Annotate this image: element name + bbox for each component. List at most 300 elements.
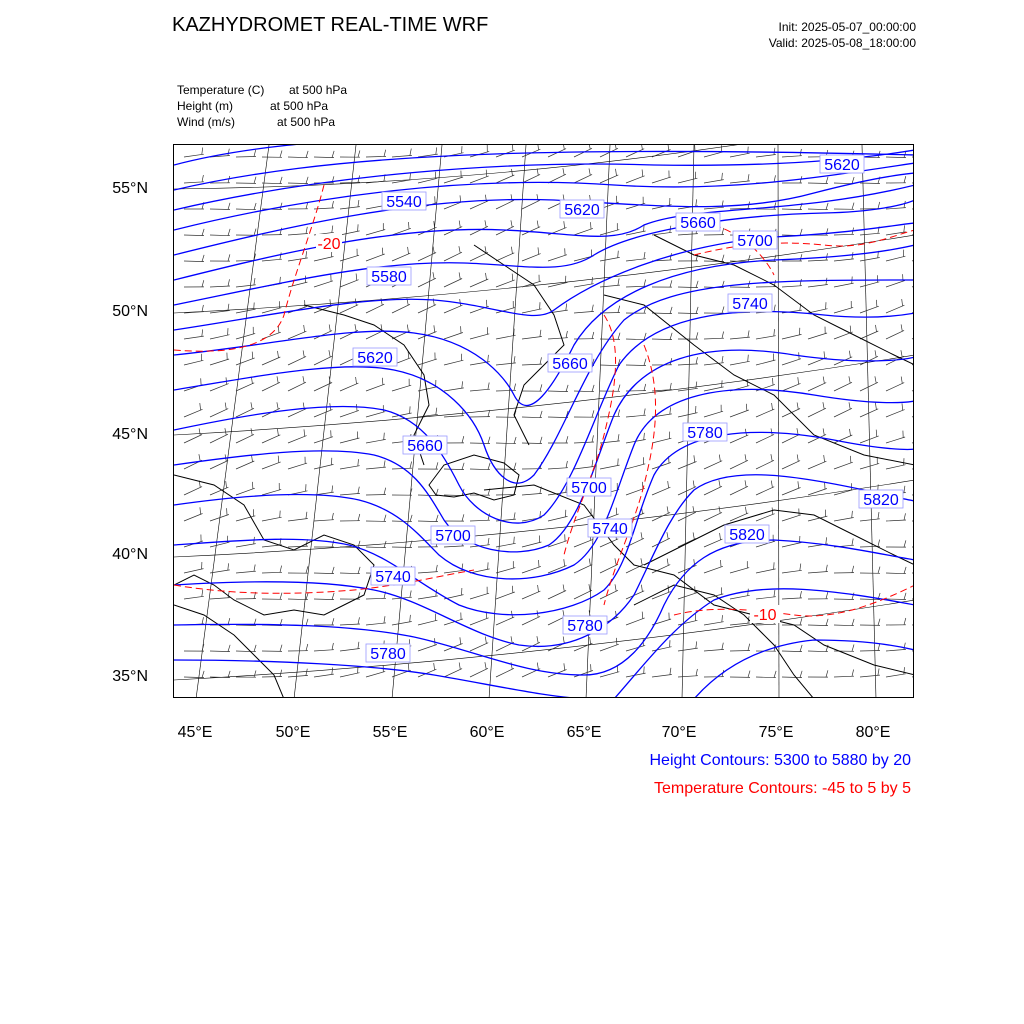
wind-barb bbox=[340, 567, 360, 574]
field-wind: Wind (m/s) at 500 hPa bbox=[177, 115, 336, 129]
wind-barb bbox=[314, 618, 334, 625]
wind-barb bbox=[392, 149, 412, 157]
wind-barb bbox=[574, 168, 592, 183]
wind-barb bbox=[574, 145, 592, 157]
wind-barb bbox=[860, 644, 880, 651]
wind-barb bbox=[314, 593, 334, 600]
wind-barb bbox=[418, 172, 437, 183]
wind-barb bbox=[808, 402, 826, 417]
wind-barb bbox=[444, 354, 463, 365]
wind-barb bbox=[522, 560, 541, 573]
height-label bbox=[371, 567, 415, 586]
wind-barb bbox=[678, 406, 698, 417]
wind-barb bbox=[652, 171, 671, 184]
wind-barb bbox=[184, 428, 202, 443]
wind-barb bbox=[262, 456, 281, 469]
wind-barb bbox=[860, 275, 879, 287]
wind-barb bbox=[730, 174, 750, 183]
wind-barb bbox=[860, 376, 878, 391]
wind-barb bbox=[834, 203, 854, 210]
wind-barb bbox=[860, 567, 880, 574]
wind-barb bbox=[210, 254, 230, 261]
wind-barb bbox=[912, 617, 914, 625]
wind-barb bbox=[600, 638, 619, 651]
wind-barb bbox=[912, 324, 914, 339]
wind-barb bbox=[678, 307, 698, 314]
height-label bbox=[353, 348, 397, 367]
wind-barb bbox=[730, 561, 749, 573]
svg-text:5700: 5700 bbox=[435, 528, 471, 545]
wind-barb bbox=[912, 249, 914, 262]
lon-label-65e: 65°E bbox=[566, 724, 602, 741]
run-times bbox=[769, 19, 916, 51]
lat-label-40n: 40°N bbox=[112, 546, 148, 563]
svg-text:5740: 5740 bbox=[732, 296, 768, 313]
wind-barb bbox=[912, 514, 914, 521]
lon-label-50e: 50°E bbox=[275, 724, 311, 741]
wind-barb bbox=[808, 327, 827, 339]
wind-barb bbox=[184, 507, 203, 521]
wind-barb bbox=[522, 357, 542, 365]
height-label bbox=[859, 490, 903, 509]
lat-label-35n: 35°N bbox=[112, 668, 148, 685]
wind-barb bbox=[782, 509, 801, 522]
wind-barb bbox=[704, 506, 722, 521]
height-label bbox=[367, 267, 411, 286]
borders bbox=[174, 235, 914, 698]
wind-barb bbox=[912, 404, 914, 417]
wind-barb bbox=[782, 481, 801, 495]
wind-barb bbox=[210, 353, 229, 365]
wind-barb bbox=[860, 325, 878, 339]
wind-barb bbox=[782, 645, 802, 652]
wind-barb bbox=[782, 564, 802, 573]
wind-barb bbox=[600, 223, 619, 235]
wind-barb bbox=[262, 376, 280, 391]
wind-barb bbox=[548, 436, 568, 443]
wind-barb bbox=[782, 403, 800, 418]
wind-barb bbox=[834, 351, 852, 365]
wind-barb bbox=[392, 489, 412, 496]
height-label bbox=[548, 354, 592, 373]
wind-barb bbox=[392, 247, 410, 261]
wind-barb bbox=[626, 639, 645, 651]
wind-barb bbox=[834, 619, 854, 626]
wind-barb bbox=[548, 411, 568, 418]
wind-barb bbox=[574, 250, 593, 262]
wind-barb bbox=[886, 403, 905, 417]
wind-barb bbox=[548, 276, 568, 287]
wind-barb bbox=[236, 278, 256, 287]
wind-barb bbox=[184, 175, 204, 183]
wind-barb bbox=[626, 409, 646, 418]
wind-barb bbox=[184, 354, 203, 365]
wind-barb bbox=[314, 350, 332, 365]
wind-barb bbox=[522, 330, 542, 339]
wind-barb bbox=[834, 301, 853, 313]
wind-barb bbox=[496, 611, 514, 625]
wind-barb bbox=[756, 454, 774, 469]
wind-barb bbox=[366, 433, 386, 443]
wind-barb bbox=[704, 201, 724, 210]
wind-barb bbox=[418, 147, 438, 157]
wind-barb bbox=[912, 541, 914, 548]
wind-barb bbox=[444, 246, 462, 261]
wind-barb bbox=[262, 429, 280, 443]
wind-barb bbox=[626, 170, 645, 184]
wind-barb bbox=[678, 669, 698, 677]
wind-barb bbox=[444, 663, 462, 678]
wind-barb bbox=[808, 537, 828, 547]
field-height: Height (m) at 500 hPa bbox=[177, 99, 329, 113]
wind-barb bbox=[678, 199, 698, 209]
wind-barb bbox=[340, 224, 360, 235]
wind-barb bbox=[886, 250, 905, 261]
wind-barb bbox=[444, 381, 464, 391]
svg-text:5700: 5700 bbox=[737, 233, 773, 250]
wind-barb bbox=[418, 565, 438, 573]
wind-barb bbox=[210, 377, 229, 391]
wind-barb bbox=[340, 274, 359, 288]
wind-barb bbox=[470, 355, 490, 365]
wind-barb bbox=[704, 643, 724, 651]
wind-barb bbox=[522, 384, 542, 391]
wind-barb bbox=[236, 203, 256, 210]
wind-barb bbox=[314, 201, 334, 209]
wind-barb bbox=[912, 592, 914, 599]
svg-text:5740: 5740 bbox=[375, 569, 411, 586]
wind-barb bbox=[236, 645, 256, 652]
wind-barb bbox=[470, 437, 490, 444]
svg-text:5820: 5820 bbox=[863, 492, 899, 509]
height-label bbox=[560, 200, 604, 219]
wind-barb bbox=[548, 145, 566, 157]
map-panel bbox=[173, 144, 914, 698]
wind-barb bbox=[184, 481, 202, 496]
wind-barb bbox=[678, 481, 696, 496]
wind-barb bbox=[470, 587, 489, 599]
wind-barb bbox=[210, 671, 230, 678]
wind-barb bbox=[522, 585, 540, 599]
wind-barb bbox=[600, 251, 620, 261]
wind-barb bbox=[808, 377, 826, 391]
wind-barb bbox=[704, 560, 723, 573]
wind-barb bbox=[314, 643, 334, 651]
wind-barb bbox=[470, 170, 489, 183]
wind-barb bbox=[678, 172, 697, 183]
wind-barb bbox=[366, 460, 386, 469]
valid-time: Valid: 2025-05-08_18:00:00 bbox=[768, 36, 916, 50]
wind-barb bbox=[574, 559, 592, 573]
wind-barb bbox=[184, 229, 204, 236]
wind-barb bbox=[912, 666, 914, 677]
wind-barb bbox=[834, 177, 854, 184]
wind-barb bbox=[366, 515, 386, 522]
svg-text:5620: 5620 bbox=[357, 350, 393, 367]
wind-barb bbox=[756, 562, 776, 573]
wind-barb bbox=[418, 246, 436, 261]
wind-barb bbox=[574, 277, 594, 287]
wind-barb bbox=[912, 224, 914, 235]
wind-barb bbox=[652, 253, 672, 261]
height-contours bbox=[174, 145, 914, 698]
wind-barb bbox=[340, 642, 360, 651]
wind-barb bbox=[548, 461, 568, 469]
wind-barb bbox=[912, 150, 914, 157]
wind-barb bbox=[808, 302, 828, 313]
wind-barb bbox=[808, 278, 828, 287]
wind-barb bbox=[184, 280, 204, 287]
wind-barb bbox=[340, 617, 360, 625]
svg-text:5780: 5780 bbox=[567, 618, 603, 635]
wind-barb bbox=[340, 299, 358, 313]
wind-barb bbox=[184, 535, 203, 548]
wind-barb bbox=[574, 332, 594, 339]
wind-barb bbox=[340, 151, 360, 158]
wind-barb bbox=[288, 429, 307, 443]
wind-barb bbox=[652, 506, 670, 521]
wind-barb bbox=[210, 403, 228, 417]
wind-barb bbox=[262, 151, 282, 158]
wind-barb bbox=[522, 536, 541, 548]
wind-barb bbox=[808, 592, 828, 599]
wind-barb bbox=[236, 537, 256, 547]
wind-barb bbox=[886, 324, 904, 339]
wind-barb bbox=[418, 221, 437, 235]
wind-barb bbox=[444, 514, 464, 521]
wind-barb bbox=[886, 513, 906, 521]
temperature-label bbox=[316, 234, 342, 253]
wind-barb bbox=[678, 532, 696, 547]
wind-barb bbox=[210, 304, 230, 313]
wind-barb bbox=[730, 480, 748, 495]
temperature-label bbox=[750, 605, 780, 624]
wind-barb bbox=[548, 168, 566, 183]
wind-barb bbox=[782, 229, 802, 236]
wind-barb bbox=[912, 175, 914, 183]
wind-barb bbox=[496, 384, 516, 391]
wind-barb bbox=[366, 378, 385, 391]
wind-barb bbox=[210, 203, 230, 210]
wind-barb bbox=[496, 356, 516, 365]
wind-barb bbox=[808, 455, 826, 469]
svg-text:5780: 5780 bbox=[370, 646, 406, 663]
map-title: KAZHYDROMET REAL-TIME WRF bbox=[172, 14, 489, 36]
wind-barb bbox=[782, 328, 802, 339]
wind-barb bbox=[470, 463, 490, 470]
wind-barb bbox=[626, 482, 645, 495]
wind-barb bbox=[288, 457, 307, 469]
wind-barb bbox=[730, 454, 748, 469]
wind-barb bbox=[288, 484, 308, 495]
wind-barb bbox=[704, 455, 722, 469]
wind-barb bbox=[834, 326, 853, 339]
lat-label-50n: 50°N bbox=[112, 303, 148, 320]
wind-barb bbox=[626, 252, 646, 261]
wind-barb bbox=[340, 377, 358, 391]
wind-barb bbox=[782, 377, 801, 391]
wind-barb bbox=[704, 405, 723, 417]
wind-barb bbox=[600, 558, 618, 573]
wind-barb bbox=[496, 561, 515, 573]
wind-barb bbox=[236, 327, 255, 339]
wind-barb bbox=[730, 429, 748, 443]
wind-barb bbox=[522, 194, 540, 209]
wind-barb bbox=[210, 428, 228, 443]
wind-barb bbox=[834, 376, 852, 391]
wind-barb bbox=[548, 559, 567, 573]
wind-barb bbox=[470, 662, 488, 677]
wind-barb bbox=[496, 463, 516, 470]
wind-barb bbox=[652, 307, 672, 314]
wind-barb bbox=[756, 671, 776, 678]
wind-barb bbox=[548, 331, 568, 339]
wind-barb bbox=[392, 298, 410, 313]
init-time: Init: 2025-05-07_00:00:00 bbox=[778, 20, 916, 34]
height-label bbox=[567, 478, 611, 497]
wind-barb bbox=[860, 300, 879, 313]
wind-barb bbox=[834, 566, 854, 573]
svg-text:5580: 5580 bbox=[371, 269, 407, 286]
wind-barb bbox=[470, 327, 489, 339]
wind-barb bbox=[522, 511, 542, 521]
wind-barb bbox=[834, 511, 854, 521]
wind-barb bbox=[704, 332, 724, 340]
wind-barb bbox=[626, 667, 646, 678]
wind-barb bbox=[418, 272, 436, 287]
wind-barb bbox=[886, 377, 904, 391]
wind-barb bbox=[496, 194, 514, 209]
wind-barb bbox=[444, 613, 463, 626]
wind-barb bbox=[782, 279, 802, 287]
wind-barb bbox=[626, 384, 646, 391]
wind-barb bbox=[470, 637, 488, 651]
svg-text:5820: 5820 bbox=[729, 527, 765, 544]
height-label bbox=[676, 213, 720, 232]
wind-barb bbox=[834, 670, 854, 678]
wind-barb bbox=[210, 229, 230, 236]
height-label bbox=[563, 616, 607, 635]
wind-barb bbox=[470, 220, 488, 235]
wind-barb bbox=[262, 177, 282, 184]
lon-label-45e: 45°E bbox=[177, 724, 213, 741]
wind-barb bbox=[496, 586, 515, 599]
wind-barb bbox=[210, 454, 228, 469]
wind-barb bbox=[704, 173, 724, 183]
svg-text:-20: -20 bbox=[317, 236, 341, 253]
wind-barb bbox=[704, 615, 724, 625]
wind-barb bbox=[184, 329, 204, 339]
wind-barb bbox=[886, 567, 906, 574]
height-label bbox=[366, 644, 410, 663]
height-label bbox=[728, 294, 772, 313]
wind-barb bbox=[288, 644, 308, 651]
wind-barb bbox=[860, 457, 879, 469]
wind-barb bbox=[236, 565, 256, 574]
wind-barb bbox=[262, 645, 282, 652]
wind-barb bbox=[678, 332, 698, 339]
wind-barb bbox=[782, 455, 800, 470]
wind-barb bbox=[418, 353, 437, 366]
wind-barb bbox=[548, 663, 567, 677]
wind-barb bbox=[522, 487, 542, 495]
wind-barb bbox=[756, 428, 774, 443]
wind-barb bbox=[288, 177, 308, 184]
wind-barb bbox=[574, 410, 594, 417]
wind-barb bbox=[756, 354, 775, 366]
height-label bbox=[725, 525, 769, 544]
wind-barb bbox=[652, 358, 672, 365]
wind-barb bbox=[626, 333, 646, 340]
lat-label-45n: 45°N bbox=[112, 426, 148, 443]
wind-barb bbox=[678, 641, 698, 651]
wind-barb bbox=[236, 482, 255, 495]
wind-barb bbox=[236, 303, 256, 314]
wind-barb bbox=[756, 403, 774, 417]
wind-barb bbox=[652, 280, 672, 287]
wind-barb bbox=[808, 670, 828, 677]
wind-barb bbox=[470, 562, 490, 573]
wind-barb bbox=[236, 229, 256, 236]
wind-barb bbox=[574, 385, 594, 392]
wind-barb bbox=[444, 409, 464, 417]
svg-text:5660: 5660 bbox=[552, 356, 588, 373]
wind-barb bbox=[730, 330, 750, 339]
wind-barb bbox=[652, 432, 671, 443]
wind-barb bbox=[548, 248, 567, 261]
wind-barb bbox=[496, 247, 514, 261]
wind-barb bbox=[756, 481, 774, 495]
wind-barb bbox=[574, 435, 594, 443]
wind-barb bbox=[340, 514, 360, 521]
wind-barb bbox=[444, 272, 462, 287]
wind-barb bbox=[262, 351, 280, 365]
wind-barb bbox=[860, 350, 878, 365]
lat-label-55n: 55°N bbox=[112, 180, 148, 197]
wind-barb bbox=[730, 404, 749, 417]
wind-barb bbox=[834, 402, 852, 417]
wind-barb bbox=[886, 431, 905, 443]
wind-barb bbox=[522, 221, 540, 235]
wind-barb bbox=[522, 610, 540, 625]
wind-barb bbox=[886, 299, 904, 313]
wind-barb bbox=[704, 307, 724, 314]
wind-barb bbox=[288, 376, 306, 391]
wind-barb bbox=[392, 406, 412, 417]
temperature-contour-legend: Temperature Contours: -45 to 5 by 5 bbox=[653, 780, 911, 797]
wind-barb bbox=[366, 248, 385, 261]
wind-barb bbox=[678, 281, 698, 288]
wind-barb bbox=[522, 247, 541, 261]
wind-barb bbox=[912, 567, 914, 574]
wind-barb bbox=[288, 151, 308, 158]
svg-text:5700: 5700 bbox=[571, 480, 607, 497]
wind-barb bbox=[652, 198, 672, 209]
svg-text:-10: -10 bbox=[753, 607, 777, 624]
svg-text:5620: 5620 bbox=[564, 202, 600, 219]
wind-barb bbox=[392, 379, 411, 391]
wind-barb bbox=[860, 512, 880, 521]
temperature-contours bbox=[174, 185, 914, 616]
svg-text:5620: 5620 bbox=[824, 157, 860, 174]
wind-barb bbox=[912, 377, 914, 391]
wind-barb bbox=[340, 487, 360, 495]
wind-barb bbox=[314, 458, 334, 469]
wind-barb bbox=[730, 671, 750, 678]
wind-barb bbox=[184, 378, 203, 391]
wind-barb bbox=[496, 411, 516, 418]
wind-barb bbox=[418, 515, 438, 522]
